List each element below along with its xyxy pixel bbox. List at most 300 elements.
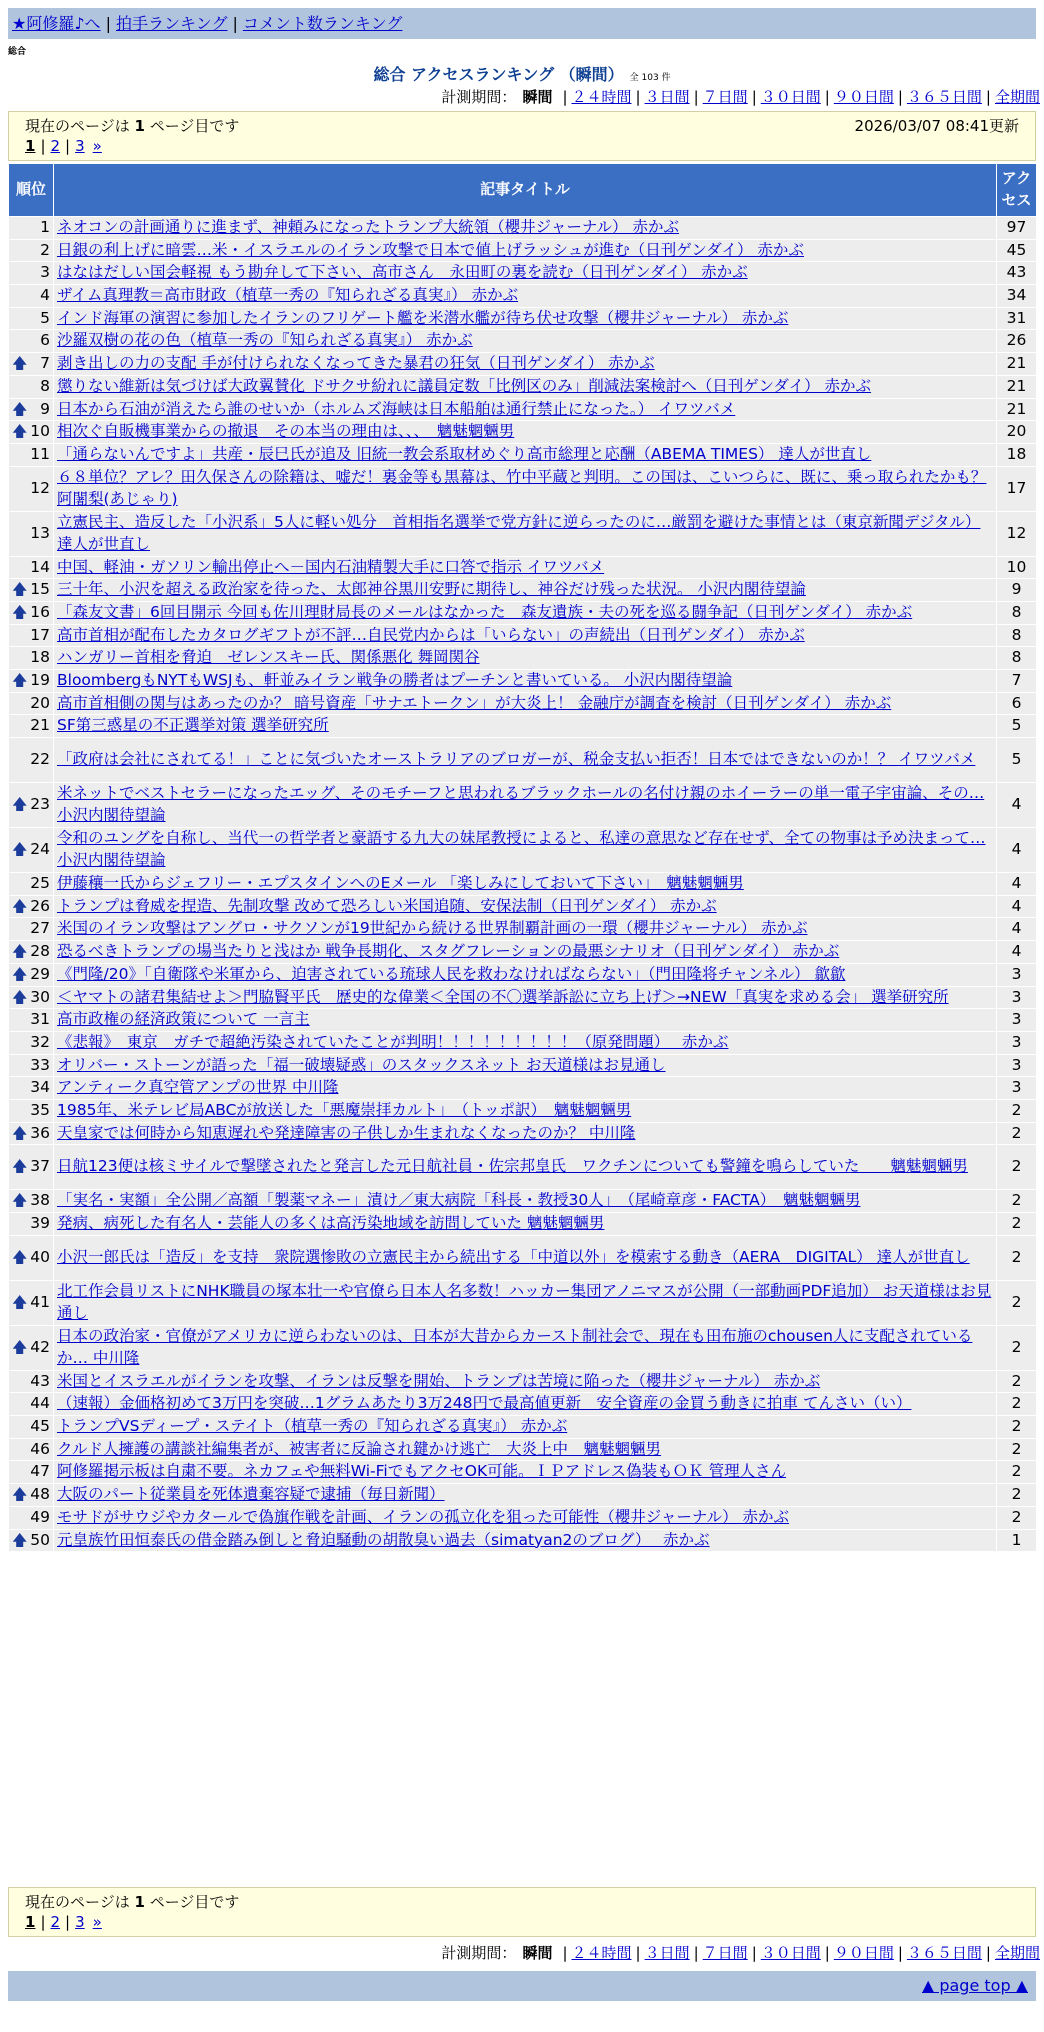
title-cell (54, 1325, 997, 1370)
article-link[interactable]: 立憲民主、造反した「小沢系」5人に軽い処分 首相指名選挙で党方針に逆らったのに…厳罰を避けた事情とは（東京新聞デジタル） 達人が世直し (57, 512, 981, 553)
rank-cell: 🡅 42 (9, 1325, 54, 1370)
rank-cell: 🡅 24 (9, 828, 54, 873)
access-count: 2 (997, 1461, 1037, 1484)
rank-cell: 25 (9, 873, 54, 896)
table-row (9, 1370, 1037, 1393)
period-label: 計測期間： (441, 1944, 517, 1962)
article-link[interactable]: 《悲報》 東京 ガチで超絶汚染されていたことが判明！！！！！！！！！（原発問題） 赤かぶ (57, 1032, 729, 1051)
title-cell (54, 1122, 997, 1145)
table-row (9, 1122, 1037, 1145)
top-navigation: ★阿修羅♪へ | 拍手ランキング | コメント数ランキング (8, 8, 1036, 39)
rank-cell: 11 (9, 443, 54, 466)
rank-cell: 🡅 29 (9, 963, 54, 986)
bottom-period-link[interactable]: ７日間 (702, 1944, 748, 1962)
article-link[interactable]: 米ネットでベストセラーになったエッグ、そのモチーフと思われるブラックホールの名付け親のホイーラーの単一電子宇宙論、その… 小沢内閣待望論 (57, 784, 985, 825)
up-arrow-icon: 🡅 (12, 795, 28, 814)
total-count: 全 103 件 (629, 73, 671, 83)
table-row (9, 1235, 1037, 1280)
title-cell (54, 466, 997, 511)
rank-cell: 39 (9, 1213, 54, 1236)
rank-cell: 3 (9, 262, 54, 285)
table-row (9, 715, 1037, 738)
rank-cell: 🡅 28 (9, 941, 54, 964)
top-period-link[interactable]: ２４時間 (571, 88, 632, 106)
access-header: アクセス (997, 164, 1037, 217)
period-selector-top: 計測期間： 瞬間 | ２４時間 | ３日間 | ７日間 | ３０日間 | ９０日間 | ３６５日間 | 全期間 (441, 88, 1040, 106)
title-cell (54, 601, 997, 624)
title-cell (54, 941, 997, 964)
article-link[interactable]: 三十年、小沢を超える政治家を待った、太郎神谷黒川安野に期待し、神谷だけ残った状況。 小沢内閣待望論 (57, 580, 806, 599)
access-count: 21 (997, 375, 1037, 398)
table-row (9, 262, 1037, 285)
rank-cell: 49 (9, 1506, 54, 1529)
access-count: 2 (997, 1393, 1037, 1416)
table-row (9, 738, 1037, 783)
bottom-period-link[interactable]: ９０日間 (833, 1944, 894, 1962)
updated-timestamp: 2026/03/07 08:41更新 (854, 117, 1019, 135)
table-row (9, 873, 1037, 896)
page-link[interactable]: 3 (75, 1913, 85, 1931)
table-row (9, 1031, 1037, 1054)
table-row (9, 1461, 1037, 1484)
rank-cell: 46 (9, 1438, 54, 1461)
title-cell (54, 579, 997, 602)
rank-cell: 17 (9, 624, 54, 647)
article-link[interactable]: ＜ヤマトの諸君集結せよ＞門脇賢平氏 歴史的な偉業＜全国の不〇選挙訴訟に立ち上げ＞→NEW「真実を求める会」 選挙研究所 (57, 987, 949, 1006)
rank-cell: 🡅 41 (9, 1280, 54, 1325)
table-row (9, 828, 1037, 873)
article-link[interactable]: 「通らないんですよ」共産・辰巳氏が追及 旧統一教会系取材めぐり高市総理と応酬（ABEMA TIMES） 達人が世直し (57, 444, 872, 463)
title-cell (54, 647, 997, 670)
footer-bar (8, 1971, 1036, 2001)
bottom-period-link[interactable]: ３０日間 (760, 1944, 821, 1962)
article-link[interactable]: （速報）金価格初めて3万円を突破…1グラムあたり3万248円で最高値更新 安全資産の金買う動きに拍車 てんさい（い） (57, 1394, 912, 1413)
up-arrow-icon: 🡅 (12, 399, 28, 418)
rank-cell: 🡅 19 (9, 670, 54, 693)
access-count: 4 (997, 895, 1037, 918)
access-count: 20 (997, 421, 1037, 444)
rank-cell: 14 (9, 556, 54, 579)
up-arrow-icon: 🡅 (12, 671, 28, 689)
article-link[interactable]: 「政府は会社にされてる！」ことに気づいたオーストラリアのブロガーが、税金支払い拒否！日本ではできないのか！？ イワツバメ (57, 750, 976, 769)
title-cell (54, 1145, 997, 1190)
title-cell (54, 1099, 997, 1122)
up-arrow-icon: 🡅 (12, 840, 28, 859)
title-cell (54, 217, 997, 240)
table-row (9, 1484, 1037, 1507)
title-cell (54, 1438, 997, 1461)
home-link[interactable]: ★阿修羅♪へ (12, 14, 101, 33)
access-count: 3 (997, 986, 1037, 1009)
table-row (9, 217, 1037, 240)
access-count: 2 (997, 1235, 1037, 1280)
article-link[interactable]: 日航123便は核ミサイルで撃墜されたと発言した元日航社員・佐宗邦皇氏 ワクチンについても警鐘を鳴らしていた 魑魅魍魎男 (57, 1157, 968, 1176)
article-link[interactable]: 大阪のパート従業員を死体遺棄容疑で逮捕（毎日新聞） (57, 1485, 445, 1504)
article-link[interactable]: 北工作会員リストにNHK職員の塚本壮一や官僚ら日本人名多数！ハッカー集団アノニマスが公開（一部動画PDF追加） お天道様はお見通し (57, 1282, 992, 1322)
article-link[interactable]: 懲りない維新は気づけば大政翼賛化 ドサクサ紛れに議員定数「比例区のみ」削減法案検討へ（日刊ゲンダイ） 赤かぶ (57, 376, 871, 395)
title-cell (54, 1077, 997, 1100)
access-count: 2 (997, 1099, 1037, 1122)
up-arrow-icon: 🡅 (12, 1157, 28, 1176)
title-cell (54, 443, 997, 466)
access-count: 26 (997, 330, 1037, 353)
title-cell (54, 556, 997, 579)
access-count: 9 (997, 579, 1037, 602)
access-count: 2 (997, 1190, 1037, 1213)
access-count: 2 (997, 1122, 1037, 1145)
title-cell (54, 375, 997, 398)
title-cell (54, 1031, 997, 1054)
access-count: 34 (997, 285, 1037, 308)
up-arrow-icon: 🡅 (12, 1123, 28, 1142)
period-current: 瞬間 (522, 1944, 553, 1962)
rank-cell: 6 (9, 330, 54, 353)
title-cell (54, 330, 997, 353)
access-count: 12 (997, 511, 1037, 556)
access-count: 1 (997, 1529, 1037, 1552)
top-period-link[interactable]: ７日間 (702, 88, 748, 106)
article-link[interactable]: 高市首相側の関与はあったのか？ 暗号資産「サナエトークン」が大炎上！ 金融庁が調査を検討（日刊ゲンダイ） 赤かぶ (57, 693, 892, 712)
rank-cell: 2 (9, 239, 54, 262)
rank-cell: 🡅 30 (9, 986, 54, 1009)
title-cell (54, 1054, 997, 1077)
article-link[interactable]: ネオコンの計画通りに進まず、神頼みになったトランプ大統領（櫻井ジャーナル） 赤かぶ (57, 218, 679, 236)
article-link[interactable]: 高市政権の経済政策について 一言主 (57, 1010, 310, 1029)
page-top-link[interactable]: ▲ page top ▲ (921, 1976, 1028, 1995)
up-arrow-icon: 🡅 (12, 1292, 28, 1311)
article-link[interactable]: ６８単位？アレ？田久保さんの除籍は、嘘だ！裏金等も黒幕は、竹中平蔵と判明。この国は、こいつらに、既に、乗っ取られたかも？ 阿闍梨(あじゃり) (57, 467, 987, 508)
article-link[interactable]: オリバー・ストーンが語った「福一破壊疑惑」のスタックスネット お天道様はお見通し (57, 1055, 666, 1074)
rank-cell: 🡅 36 (9, 1122, 54, 1145)
title-cell (54, 353, 997, 376)
article-link[interactable]: 剥き出しの力の支配 手が付けられなくなってきた暴君の狂気（日刊ゲンダイ） 赤かぶ (57, 354, 655, 373)
article-link[interactable]: 元皇族竹田恒泰氏の借金踏み倒しと脅迫騒動の胡散臭い過去（simatyan2のブログ） 赤かぶ (57, 1530, 710, 1549)
table-row (9, 895, 1037, 918)
article-link[interactable]: 米国のイラン攻撃はアングロ・サクソンが19世紀から続ける世界制覇計画の一環（櫻井ジャーナル） 赤かぶ (57, 919, 808, 938)
title-header: 記事タイトル (54, 164, 997, 217)
comment-ranking-link[interactable]: コメント数ランキング (242, 14, 403, 33)
title-cell (54, 1235, 997, 1280)
article-link[interactable]: クルド人擁護の講談社編集者が、被害者に反論され鍵かけ逃亡 大炎上中 魑魅魍魎男 (57, 1439, 662, 1458)
table-row (9, 1506, 1037, 1529)
access-count: 7 (997, 670, 1037, 693)
rank-cell: 🡅 7 (9, 353, 54, 376)
table-row (9, 1393, 1037, 1416)
top-period-link[interactable]: ３０日間 (760, 88, 821, 106)
table-row (9, 1325, 1037, 1370)
rank-cell: 20 (9, 692, 54, 715)
table-row (9, 1145, 1037, 1190)
period-label: 計測期間： (441, 88, 517, 106)
rank-cell: 35 (9, 1099, 54, 1122)
rank-cell: 18 (9, 647, 54, 670)
title-cell (54, 715, 997, 738)
article-link[interactable]: 中国、軽油・ガソリン輸出停止へ－国内石油精製大手に口答で指示 イワツバメ (57, 557, 605, 576)
rank-cell: 🡅 38 (9, 1190, 54, 1213)
article-link[interactable]: 米国とイスラエルがイランを攻撃、イランは反撃を開始、トランプは苦境に陥った（櫻井ジャーナル） 赤かぶ (57, 1371, 821, 1390)
table-row (9, 986, 1037, 1009)
access-count: 8 (997, 624, 1037, 647)
table-row (9, 1213, 1037, 1236)
access-count: 2 (997, 1280, 1037, 1325)
table-row (9, 375, 1037, 398)
rank-cell: 🡅 40 (9, 1235, 54, 1280)
access-count: 2 (997, 1484, 1037, 1507)
article-link[interactable]: トランプVSディープ・ステイト（植草一秀の『知られざる真実』） 赤かぶ (57, 1417, 568, 1436)
up-arrow-icon: 🡅 (12, 602, 28, 621)
table-row (9, 1280, 1037, 1325)
table-row (9, 285, 1037, 308)
rank-cell: 21 (9, 715, 54, 738)
title-cell (54, 1009, 997, 1032)
top-period-link[interactable]: 全期間 (994, 88, 1040, 106)
article-link[interactable]: 恐るべきトランプの場当たりと浅はか 戦争長期化、スタグフレーションの最悪シナリオ（日刊ゲンダイ） 赤かぶ (57, 942, 840, 961)
page-heading (0, 62, 1044, 85)
title-cell (54, 1461, 997, 1484)
top-period-link[interactable]: ９０日間 (833, 88, 894, 106)
title-cell (54, 873, 997, 896)
rank-cell: 45 (9, 1416, 54, 1439)
access-count: 3 (997, 1009, 1037, 1032)
article-link[interactable]: SF第三惑星の不正選挙対策 選挙研究所 (57, 716, 329, 735)
table-row (9, 692, 1037, 715)
article-link[interactable]: ザイム真理教＝高市財政（植草一秀の『知られざる真実』） 赤かぶ (57, 286, 519, 305)
access-count: 21 (997, 353, 1037, 376)
article-link[interactable]: 発病、病死した有名人・芸能人の多くは高汚染地域を訪問していた 魑魅魍魎男 (57, 1214, 605, 1232)
table-row (9, 1054, 1037, 1077)
title-cell (54, 1280, 997, 1325)
title-cell (54, 738, 997, 783)
page-title: 総合 アクセスランキング （瞬間） (373, 65, 624, 84)
rank-cell: 12 (9, 466, 54, 511)
rank-cell: 🡅 26 (9, 895, 54, 918)
title-cell (54, 398, 997, 421)
top-period-link[interactable]: ３６５日間 (906, 88, 982, 106)
table-row (9, 556, 1037, 579)
bottom-period-link[interactable]: ３日間 (644, 1944, 690, 1962)
table-row (9, 421, 1037, 444)
article-link[interactable]: 伊藤穰一氏からジェフリー・エプスタインへのEメール 「楽しみにしておいて下さい」 魑魅魍魎男 (57, 874, 744, 893)
pager-top: 現在のページは 1 ページ目です 2026/03/07 08:41更新 1 | 2 | 3 » (8, 111, 1036, 161)
table-row (9, 1099, 1037, 1122)
access-count: 8 (997, 647, 1037, 670)
title-cell (54, 1213, 997, 1236)
title-cell (54, 692, 997, 715)
article-link[interactable]: 高市首相が配布したカタログギフトが不評…自民党内からは「いらない」の声続出（日刊ゲンダイ） 赤かぶ (57, 625, 805, 644)
article-link[interactable]: はなはだしい国会軽視 もう勘弁して下さい、高市さん 永田町の裏を読む（日刊ゲンダイ） 赤かぶ (57, 263, 748, 282)
table-row (9, 647, 1037, 670)
article-link[interactable]: 1985年、米テレビ局ABCが放送した「悪魔崇拝カルト」 （トッポ訳） 魑魅魍魎男 (57, 1100, 632, 1119)
table-row (9, 353, 1037, 376)
rank-cell: 33 (9, 1054, 54, 1077)
rank-cell: 🡅 23 (9, 783, 54, 828)
up-arrow-icon: 🡅 (12, 1530, 28, 1549)
access-count: 8 (997, 601, 1037, 624)
title-cell (54, 262, 997, 285)
article-link[interactable]: 沙羅双樹の花の色（植草一秀の『知られざる真実』） 赤かぶ (57, 331, 473, 350)
article-link[interactable]: モサドがサウジやカタールで偽旗作戦を計画、イランの孤立化を狙った可能性（櫻井ジャーナル） 赤かぶ (57, 1507, 790, 1526)
up-arrow-icon: 🡅 (12, 942, 28, 961)
rank-cell: 47 (9, 1461, 54, 1484)
rank-cell: 🡅 48 (9, 1484, 54, 1507)
table-row (9, 511, 1037, 556)
access-count: 10 (997, 556, 1037, 579)
rank-cell: 1 (9, 217, 54, 240)
title-cell (54, 285, 997, 308)
article-link[interactable]: 《門隆/20》「自衛隊や米軍から、迫害されている琉球人民を救わなければならない」（門田隆将チャンネル） 歙歙 (57, 964, 846, 983)
up-arrow-icon: 🡅 (12, 964, 28, 983)
title-cell (54, 1484, 997, 1507)
rank-cell: 13 (9, 511, 54, 556)
period-selector-bottom: 計測期間： 瞬間 | ２４時間 | ３日間 | ７日間 | ３０日間 | ９０日間 | ３６５日間 | 全期間 (441, 1944, 1040, 1962)
access-count: 17 (997, 466, 1037, 511)
rank-cell: 🡅 15 (9, 579, 54, 602)
category-tag: 総合 (8, 47, 27, 57)
access-count: 43 (997, 262, 1037, 285)
article-link[interactable]: 令和のユングを自称し、当代一の哲学者と豪語する九大の妹尾教授によると、私達の意思など存在せず、全ての物事は予め決まって… 小沢内閣待望論 (57, 829, 986, 870)
bottom-period-link[interactable]: ３６５日間 (906, 1944, 982, 1962)
article-link[interactable]: 相次ぐ自販機事業からの撤退 その本当の理由は、、、 魑魅魍魎男 (57, 422, 515, 441)
current-page: 1 (25, 1913, 36, 1931)
pager-status: 現在のページは 1 ページ目です (25, 1893, 240, 1911)
title-cell (54, 1393, 997, 1416)
table-row (9, 1190, 1037, 1213)
table-row (9, 1077, 1037, 1100)
title-cell (54, 307, 997, 330)
bottom-period-link[interactable]: 全期間 (994, 1944, 1040, 1962)
table-row (9, 398, 1037, 421)
title-cell (54, 239, 997, 262)
access-count: 2 (997, 1370, 1037, 1393)
rank-cell: 31 (9, 1009, 54, 1032)
table-row (9, 239, 1037, 262)
up-arrow-icon: 🡅 (12, 354, 28, 373)
rank-cell: 22 (9, 738, 54, 783)
access-count: 3 (997, 1054, 1037, 1077)
clap-ranking-link[interactable]: 拍手ランキング (115, 14, 228, 33)
access-count: 3 (997, 963, 1037, 986)
article-link[interactable]: 日本の政治家・官僚がアメリカに逆らわないのは、日本が大昔からカースト制社会で、現在も田布施のchousen人に支配されているか… 中川隆 (57, 1327, 973, 1367)
article-link[interactable]: トランプは脅威を捏造、先制攻撃 改めて恐ろしい米国追随、安保法制（日刊ゲンダイ） 赤かぶ (57, 896, 717, 915)
title-cell (54, 895, 997, 918)
access-count: 2 (997, 1416, 1037, 1439)
rank-cell: 🡅 50 (9, 1529, 54, 1552)
rank-cell: 27 (9, 918, 54, 941)
pager-bottom: 現在のページは 1 ページ目です 1 | 2 | 3 » (8, 1887, 1036, 1937)
table-row (9, 443, 1037, 466)
access-count: 4 (997, 873, 1037, 896)
rank-cell: 32 (9, 1031, 54, 1054)
table-row (9, 601, 1037, 624)
access-count: 4 (997, 941, 1037, 964)
title-cell (54, 1506, 997, 1529)
table-row (9, 941, 1037, 964)
page-link[interactable]: 2 (50, 1913, 61, 1931)
article-link[interactable]: 小沢一郎氏は「造反」を支持 衆院選惨敗の立憲民主から続出する「中道以外」を模索する動き（AERA DIGITAL） 達人が世直し (57, 1247, 970, 1266)
table-row (9, 624, 1037, 647)
access-count: 2 (997, 1145, 1037, 1190)
article-link[interactable]: ハンガリー首相を脅迫 ゼレンスキー氏、関係悪化 舞岡関谷 (57, 648, 480, 667)
table-row (9, 783, 1037, 828)
rank-cell: 43 (9, 1370, 54, 1393)
article-link[interactable]: BloombergもNYTもWSJも、軒並みイラン戦争の勝者はプーチンと書いている。 小沢内閣待望論 (57, 671, 733, 689)
access-count: 6 (997, 692, 1037, 715)
access-count: 5 (997, 715, 1037, 738)
access-count: 3 (997, 1077, 1037, 1100)
rank-cell: 🡅 9 (9, 398, 54, 421)
title-cell (54, 1370, 997, 1393)
up-arrow-icon: 🡅 (12, 896, 28, 915)
next-page-link[interactable]: » (92, 137, 102, 155)
up-arrow-icon: 🡅 (12, 1485, 28, 1504)
title-cell (54, 1529, 997, 1552)
page-link[interactable]: 2 (50, 137, 61, 155)
title-cell (54, 963, 997, 986)
up-arrow-icon: 🡅 (12, 1337, 28, 1356)
rank-cell: 🡅 37 (9, 1145, 54, 1190)
access-count: 31 (997, 307, 1037, 330)
title-cell (54, 670, 997, 693)
article-link[interactable]: インド海軍の演習に参加したイランのフリゲート艦を米潜水艦が待ち伏せ攻撃（櫻井ジャーナル） 赤かぶ (57, 308, 789, 327)
access-count: 4 (997, 783, 1037, 828)
table-row (9, 1529, 1037, 1552)
article-link[interactable]: 「実名・実額」全公開／高額「製薬マネー」漬け／東大病院「科長・教授30人」 （尾崎章彦・FACTA） 魑魅魍魎男 (57, 1191, 861, 1210)
next-page-link[interactable]: » (92, 1913, 102, 1931)
article-link[interactable]: 「森友文書」6回目開示 今回も佐川理財局長のメールはなかった 森友遺族・夫の死を巡る闘争記（日刊ゲンダイ） 赤かぶ (57, 602, 913, 621)
title-cell (54, 624, 997, 647)
access-count: 4 (997, 828, 1037, 873)
rank-cell: 🡅 16 (9, 601, 54, 624)
access-count: 2 (997, 1438, 1037, 1461)
article-link[interactable]: 日本から石油が消えたら誰のせいか（ホルムズ海峡は日本船舶は通行禁止になった。） イワツバメ (57, 399, 736, 418)
article-link[interactable]: 日銀の利上げに暗雲…米・イスラエルのイラン攻撃で日本で値上げラッシュが進む（日刊ゲンダイ） 赤かぶ (57, 240, 804, 259)
access-count: 2 (997, 1506, 1037, 1529)
title-cell (54, 986, 997, 1009)
rank-cell: 8 (9, 375, 54, 398)
title-cell (54, 511, 997, 556)
title-cell (54, 1416, 997, 1439)
title-cell (54, 1190, 997, 1213)
rank-cell: 4 (9, 285, 54, 308)
table-row (9, 1438, 1037, 1461)
up-arrow-icon: 🡅 (12, 1247, 28, 1266)
access-count: 4 (997, 918, 1037, 941)
access-count: 45 (997, 239, 1037, 262)
top-period-link[interactable]: ３日間 (644, 88, 690, 106)
bottom-period-link[interactable]: ２４時間 (571, 1944, 632, 1962)
article-link[interactable]: 阿修羅掲示板は自粛不要。ネカフェや無料Wi-FiでもアクセOK可能。ＩＰアドレス偽装もＯＫ 管理人さん (57, 1462, 787, 1481)
up-arrow-icon: 🡅 (12, 422, 28, 441)
period-current: 瞬間 (522, 88, 553, 106)
title-cell (54, 828, 997, 873)
rank-header: 順位 (9, 164, 54, 217)
up-arrow-icon: 🡅 (12, 1191, 28, 1210)
access-count: 2 (997, 1213, 1037, 1236)
page-link[interactable]: 3 (75, 137, 85, 155)
table-row (9, 918, 1037, 941)
table-row (9, 330, 1037, 353)
article-link[interactable]: 天皇家では何時から知恵遅れや発達障害の子供しか生まれなくなったのか？ 中川隆 (57, 1123, 636, 1142)
up-arrow-icon: 🡅 (12, 580, 28, 599)
current-page: 1 (25, 137, 36, 155)
access-count: 2 (997, 1325, 1037, 1370)
pager-status: 現在のページは 1 ページ目です (25, 117, 240, 135)
up-arrow-icon: 🡅 (12, 987, 28, 1006)
article-link[interactable]: アンティーク真空管アンプの世界 中川隆 (57, 1078, 339, 1097)
table-row (9, 307, 1037, 330)
ranking-table (8, 163, 1037, 1552)
rank-cell: 🡅 10 (9, 421, 54, 444)
